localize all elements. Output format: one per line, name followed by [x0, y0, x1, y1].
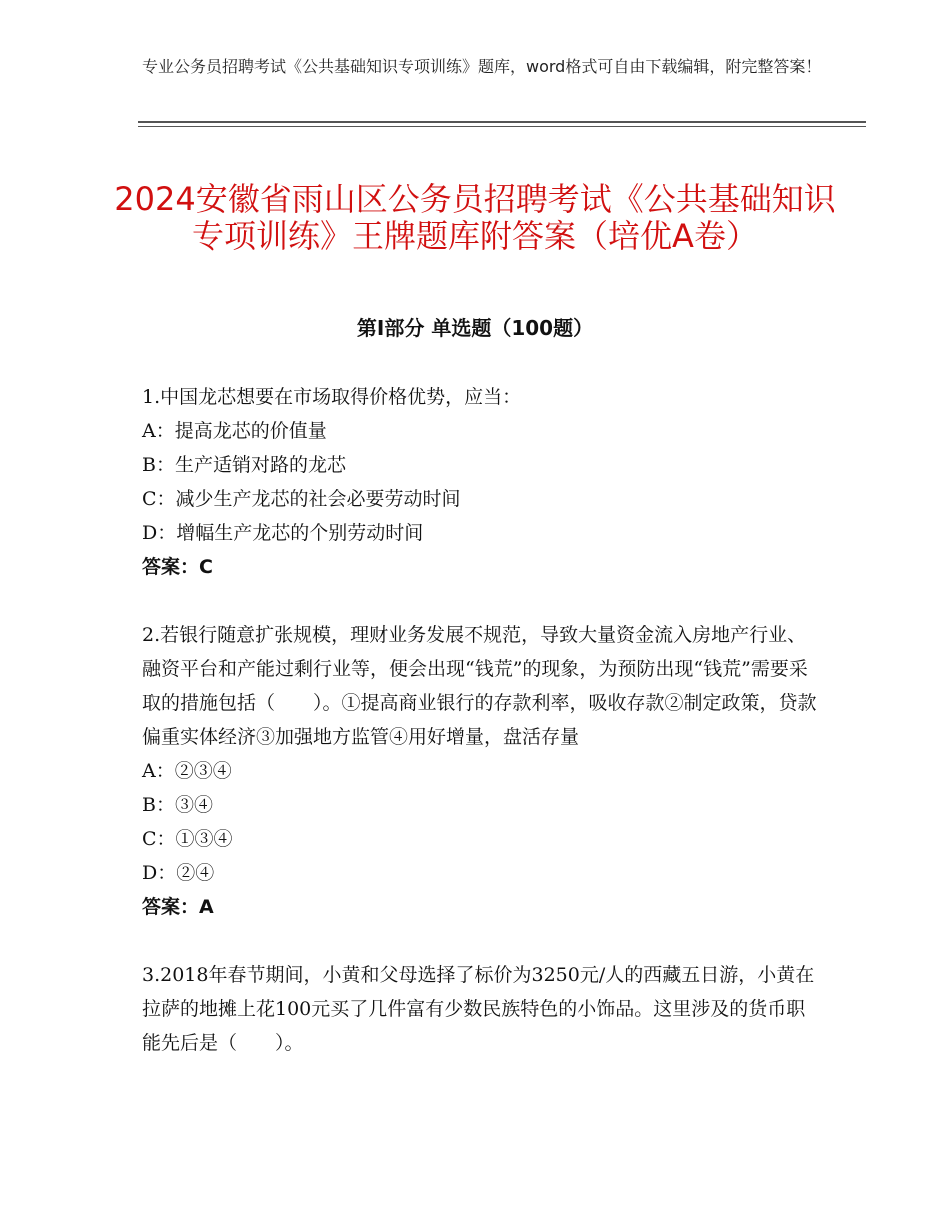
- header-note: 专业公务员招聘考试《公共基础知识专项训练》题库，word格式可自由下载编辑，附完整答案！: [142, 57, 822, 76]
- option-b: B：③④: [142, 794, 213, 816]
- option-c: C：①③④: [142, 828, 233, 850]
- header-rule-thick: [138, 121, 866, 123]
- header-rule-thin: [138, 126, 866, 127]
- option-c: C：减少生产龙芯的社会必要劳动时间: [142, 488, 461, 510]
- option-a: A：提高龙芯的价值量: [142, 420, 327, 442]
- option-d: D：增幅生产龙芯的个别劳动时间: [142, 522, 424, 544]
- option-b: B：生产适销对路的龙芯: [142, 454, 346, 476]
- question-stem: 3.2018年春节期间，小黄和父母选择了标价为3250元/人的西藏五日游，小黄在拉萨的地摊上花100元买了几件富有少数民族特色的小饰品。这里涉及的货币职能先后是（ ）。: [142, 964, 815, 1054]
- question-stem: 2.若银行随意扩张规模，理财业务发展不规范，导致大量资金流入房地产行业、融资平台和产能过剩行业等，便会出现“钱荒”的现象，为预防出现“钱荒”需要采取的措施包括（ ）。①提高商业银行的存款利率，吸收存款②制定政策，贷款偏重实体经济③加强地方监管④用好增量，盘活存量: [142, 624, 817, 748]
- answer: 答案：A: [142, 896, 214, 918]
- option-d: D：②④: [142, 862, 215, 884]
- question-list: [142, 380, 822, 1094]
- question-stem: 1.中国龙芯想要在市场取得价格优势，应当：: [142, 386, 522, 408]
- answer: 答案：C: [142, 556, 213, 578]
- option-a: A：②③④: [142, 760, 232, 782]
- question-1: [142, 380, 822, 584]
- question-3: [142, 958, 822, 1060]
- document-title: 2024安徽省雨山区公务员招聘考试《公共基础知识专项训练》王牌题库附答案（培优A卷）: [114, 180, 836, 256]
- question-2: [142, 618, 822, 924]
- section-title: 第I部分 单选题（100题）: [356, 316, 594, 340]
